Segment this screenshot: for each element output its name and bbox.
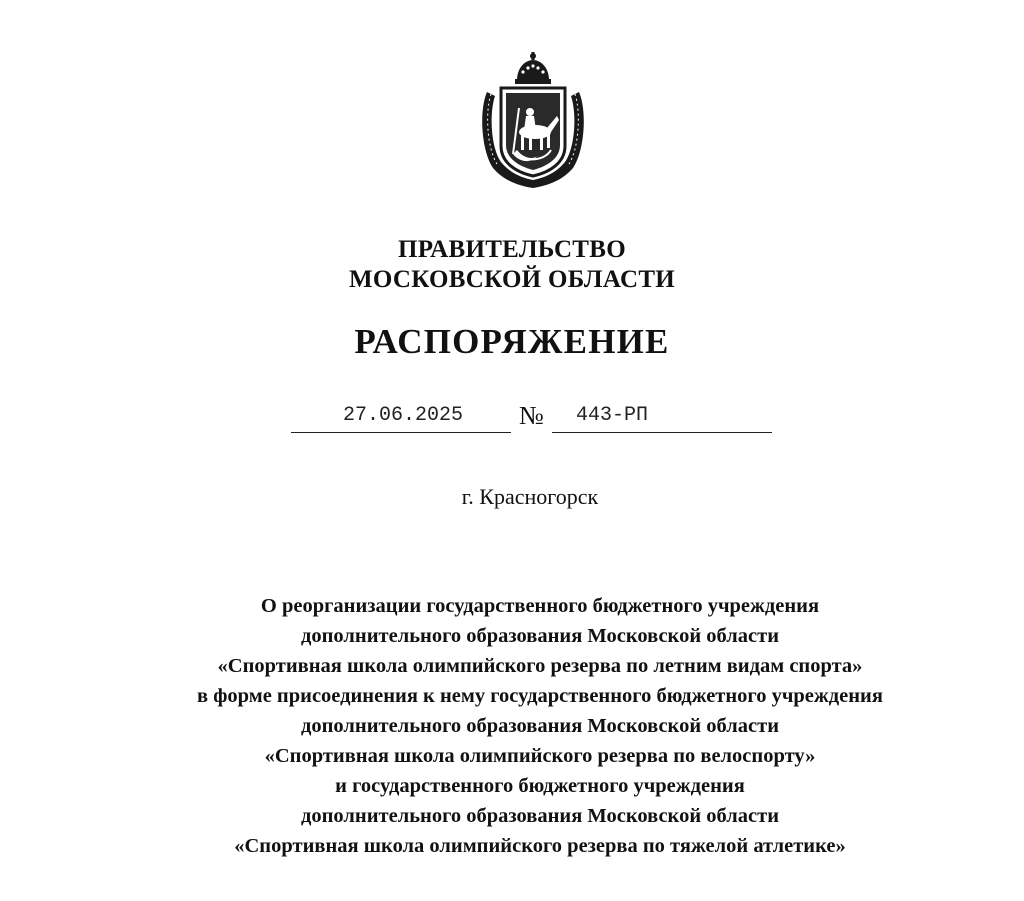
date-field — [291, 402, 511, 433]
subject-line: в форме присоединения к нему государственного бюджетного учреждения — [197, 685, 883, 707]
subject-line: дополнительного образования Московской области — [300, 805, 780, 827]
subject-line: «Спортивная школа олимпийского резерва по тяжелой атлетике» — [234, 835, 846, 857]
subject-line: О реорганизации государственного бюджетного учреждения — [260, 595, 820, 617]
government-title-line2: МОСКОВСКОЙ ОБЛАСТИ — [348, 266, 676, 293]
subject-line: дополнительного образования Московской области — [300, 625, 780, 647]
coat-of-arms-icon — [473, 50, 593, 190]
document-type-title: РАСПОРЯЖЕНИЕ — [354, 322, 670, 361]
document-number: 443-РП — [576, 404, 649, 427]
subject-line: дополнительного образования Московской области — [300, 715, 780, 737]
subject-line: и государственного бюджетного учреждения — [335, 775, 745, 797]
subject-line: «Спортивная школа олимпийского резерва по велоспорту» — [264, 745, 816, 767]
document-subject — [40, 591, 1024, 861]
number-field — [552, 402, 772, 433]
government-title-line1: ПРАВИТЕЛЬСТВО — [398, 236, 626, 263]
coat-of-arms-svg — [473, 50, 593, 190]
document-date: 27.06.2025 — [343, 404, 464, 427]
number-sign: № — [519, 401, 544, 430]
city-name: г. Красногорск — [461, 484, 599, 509]
subject-line: «Спортивная школа олимпийского резерва по летним видам спорта» — [217, 655, 863, 677]
